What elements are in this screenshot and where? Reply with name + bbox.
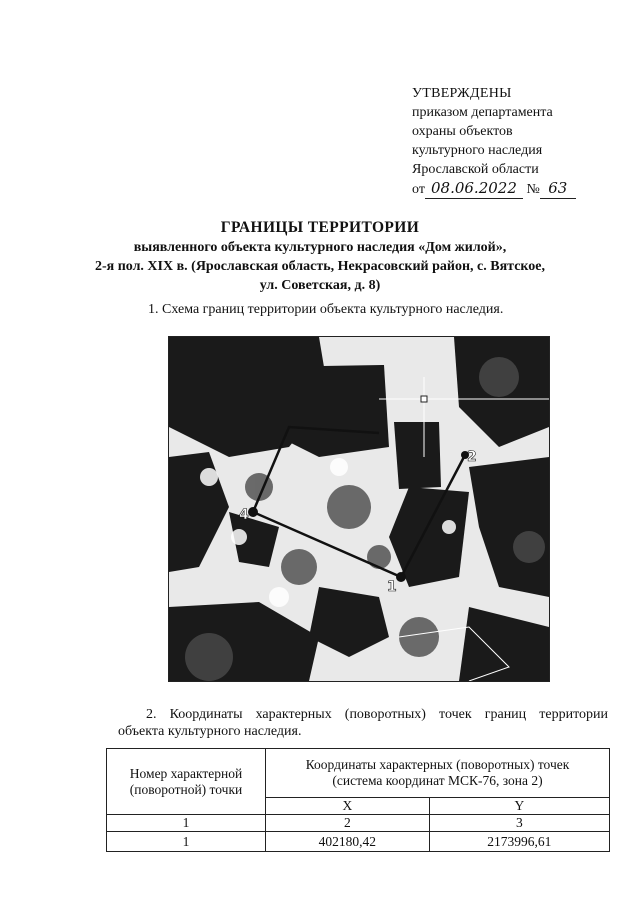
title-main: ГРАНИЦЫ ТЕРРИТОРИИ [220, 219, 420, 236]
approval-date: 08.06.2022 [425, 179, 523, 199]
col-header-coordinates [266, 749, 610, 798]
map-point-label: 1 [387, 579, 397, 595]
approval-line: охраны объектов [412, 124, 513, 139]
coordinates-table [106, 748, 610, 852]
approval-block [412, 84, 612, 199]
number-prefix: № [526, 182, 540, 197]
index-cell: 3 [429, 815, 609, 832]
map-point-label: 2 [467, 449, 477, 465]
aerial-photo [169, 337, 549, 681]
title-line: выявленного объекта культурного наследия «Дом жилой», [133, 240, 507, 255]
section-2-heading [118, 706, 608, 740]
approval-line: Ярославской области [412, 162, 539, 177]
col-header-x: X [266, 798, 430, 815]
approval-number: 63 [540, 179, 576, 199]
section-2-line: объекта культурного наследия. [118, 724, 302, 739]
section-1-heading: 1. Схема границ территории объекта культурного наследия. [148, 302, 504, 317]
col-header-y: Y [429, 798, 609, 815]
section-2-line: 2. Координаты характерных (поворотных) точек границ территории [146, 707, 608, 722]
approval-heading: УТВЕРЖДЕНЫ [412, 86, 512, 101]
x-coordinate-cell: 402180,42 [266, 832, 430, 852]
table-row [107, 832, 610, 852]
approval-date-line [412, 179, 612, 199]
index-cell: 1 [107, 815, 266, 832]
index-cell: 2 [266, 815, 430, 832]
title-line: 2-я пол. XIX в. (Ярославская область, Некрасовский район, с. Вятское, [94, 259, 546, 274]
y-coordinate-cell: 2173996,61 [429, 832, 609, 852]
coords-header-line: Координаты характерных (поворотных) точек [305, 757, 570, 772]
point-number-cell: 1 [107, 832, 266, 852]
col-header-point-number: Номер характерной (поворотной) точки [107, 749, 266, 815]
boundary-scheme-image [168, 336, 550, 682]
approval-line: приказом департамента [412, 105, 553, 120]
map-point-label: 4 [239, 507, 249, 523]
document-title [0, 218, 640, 295]
approval-line: культурного наследия [412, 143, 543, 158]
title-line: ул. Советская, д. 8) [259, 278, 381, 293]
coords-header-line: (система координат МСК-76, зона 2) [332, 773, 543, 788]
date-prefix: от [412, 182, 425, 197]
